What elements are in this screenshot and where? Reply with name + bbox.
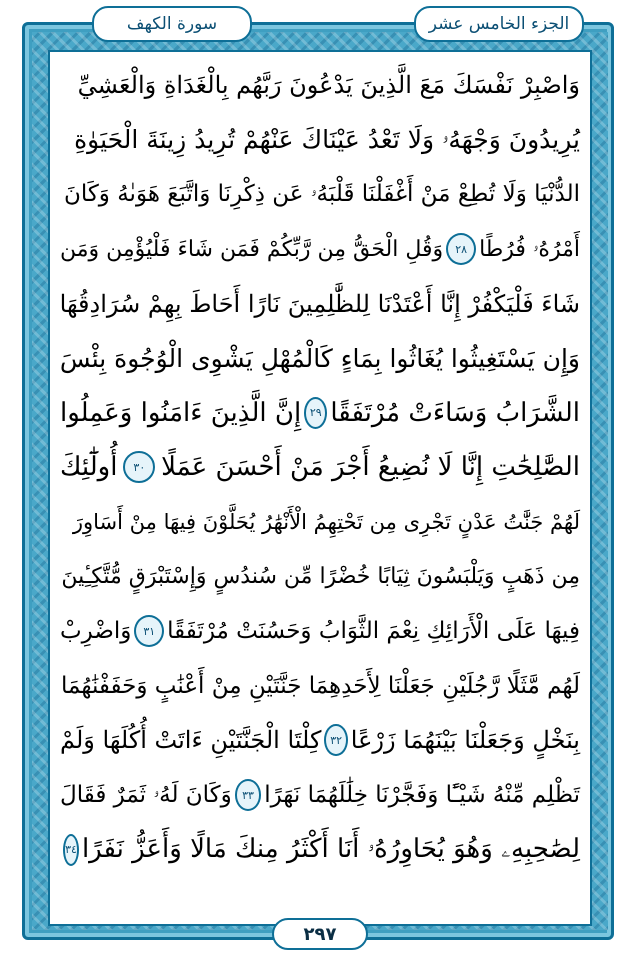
verse-line (60, 659, 580, 714)
verse-text: وَكَانَ لَهُۥ ثَمَرٌ فَقَالَ (60, 782, 232, 809)
verse-text: وَإِن يَسْتَغِيثُوا يُغَاثُوا بِمَاءٍ كَالْمُهْلِ يَشْوِى الْوُجُوهَ بِئْسَ (59, 343, 580, 373)
verse-text: الصَّٰلِحَٰتِ إِنَّا لَا نُضِيعُ أَجْرَ مَنْ أَحْسَنَ عَمَلًا (161, 452, 580, 483)
verse-text: وَاضْرِبْ (60, 618, 132, 645)
verse-text: فِيهَا عَلَى الْأَرَائِكِ نِعْمَ الثَّوَابُ وَحَسُنَتْ مُرْتَفَقًا (167, 618, 580, 645)
verse-text: لَهُم مَّثَلًا رَّجُلَيْنِ جَعَلْنَا لِأَحَدِهِمَا جَنَّتَيْنِ مِنْ أَعْنَٰبٍ وَحَفَفْنَٰهُمَا (61, 672, 580, 699)
verse-line (60, 386, 580, 441)
verse-text: الشَّرَابُ وَسَاءَتْ مُرْتَفَقًا (330, 397, 580, 428)
verse-line (60, 822, 580, 877)
verse-text: لِصَٰحِبِهِۦ وَهُوَ يُحَاوِرُهُۥ أَنَا أَكْثَرُ مِنكَ مَالًا وَأَعَزُّ نَفَرًا (81, 834, 580, 865)
verse-line (60, 440, 580, 495)
verse-text: أُولَٰٓئِكَ (60, 452, 118, 483)
verse-line (60, 167, 580, 222)
ayah-number-marker: ٣١ (134, 615, 164, 647)
ayah-number-marker: ٢٨ (446, 233, 476, 265)
verse-text: مِن ذَهَبٍ وَيَلْبَسُونَ ثِيَابًا خُضْرًا مِّن سُندُسٍ وَإِسْتَبْرَقٍ مُّتَّكِـِٔينَ (61, 564, 580, 590)
verse-text: أَمْرُهُۥ فُرُطًا (479, 236, 580, 262)
ayah-number-marker: ٢٩ (304, 397, 327, 429)
verse-line (60, 331, 580, 386)
verse-line (60, 276, 580, 331)
verse-text: شَاءَ فَلْيَكْفُرْ إِنَّا أَعْتَدْنَا لِلظَّٰلِمِينَ نَارًا أَحَاطَ بِهِمْ سُرَادِقُهَا (59, 289, 580, 318)
ayah-number-marker: ٣٣ (235, 779, 262, 811)
verse-line (60, 604, 580, 659)
verse-text: وَقُلِ الْحَقُّ مِن رَّبِّكُمْ فَمَن شَاءَ فَلْيُؤْمِن وَمَن (60, 236, 444, 262)
verse-text: وَاصْبِرْ نَفْسَكَ مَعَ الَّذِينَ يَدْعُونَ رَبَّهُم بِالْغَدَاةِ وَالْعَشِيِّ (77, 71, 580, 100)
ayah-number-marker: ٣٠ (123, 451, 155, 483)
verse-text: إِنَّ الَّذِينَ ءَامَنُوا وَعَمِلُوا (60, 397, 302, 428)
verse-line (60, 495, 580, 550)
ayah-number-marker: ٣٤ (63, 834, 79, 866)
verse-line (60, 222, 580, 277)
verse-line (60, 549, 580, 604)
verse-line (60, 58, 580, 113)
surah-name-text: سورة الكهف (126, 14, 218, 34)
page-number-text: ٢٩٧ (303, 923, 337, 945)
ayah-number-marker: ٣٢ (324, 724, 347, 756)
juz-label-text: الجزء الخامس عشر (428, 14, 570, 34)
verse-lines (60, 58, 580, 878)
verse-line (60, 113, 580, 168)
verse-text: تَظْلِم مِّنْهُ شَيْـًٔا وَفَجَّرْنَا خِلَٰلَهُمَا نَهَرًا (264, 782, 580, 809)
verse-text: كِلْتَا الْجَنَّتَيْنِ ءَاتَتْ أُكُلَهَا وَلَمْ (60, 726, 322, 755)
verse-text: لَهُمْ جَنَّٰتُ عَدْنٍ تَجْرِى مِن تَحْتِهِمُ الْأَنْهَٰرُ يُحَلَّوْنَ فِيهَا مِنْ أَسَاوِرَ (72, 510, 580, 535)
verse-text: الدُّنْيَا وَلَا تُطِعْ مَنْ أَغْفَلْنَا قَلْبَهُۥ عَن ذِكْرِنَا وَاتَّبَعَ هَوَىٰهُ وَكَانَ (63, 181, 580, 208)
verse-text: بِنَخْلٍ وَجَعَلْنَا بَيْنَهُمَا زَرْعًا (350, 726, 580, 755)
verse-line (60, 713, 580, 768)
verse-line (60, 768, 580, 823)
juz-label (414, 6, 584, 42)
page-number (272, 918, 368, 950)
verse-text: يُرِيدُونَ وَجْهَهُۥ وَلَا تَعْدُ عَيْنَاكَ عَنْهُمْ تُرِيدُ زِينَةَ الْحَيَوٰةِ (74, 124, 580, 154)
surah-name-label (92, 6, 252, 42)
